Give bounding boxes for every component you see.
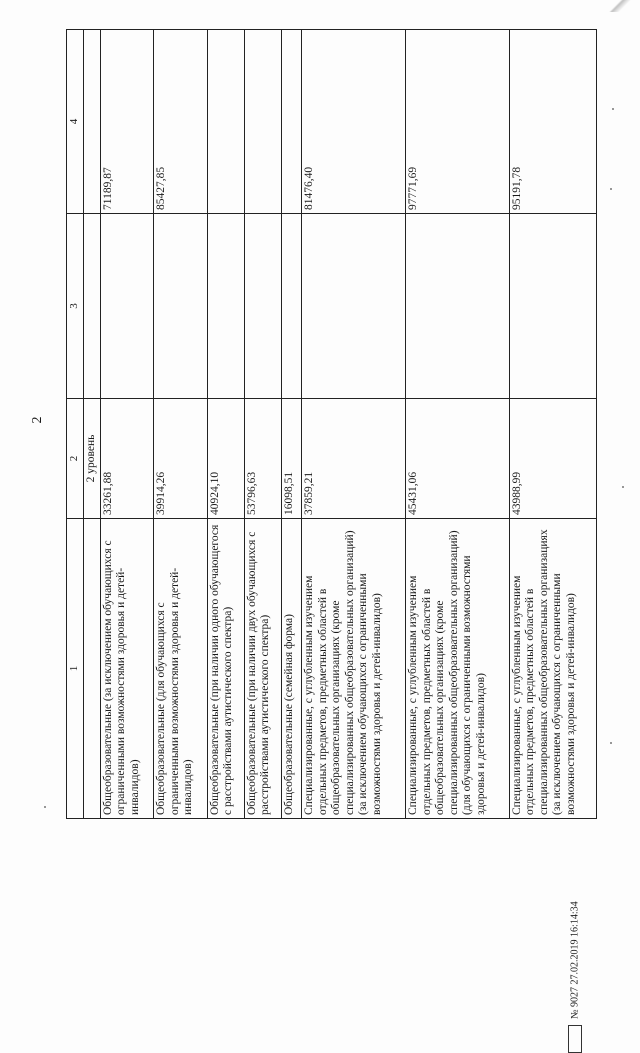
table-row bbox=[509, 30, 596, 819]
row-value-col4 bbox=[207, 30, 244, 214]
row-value-col2: 43988,99 bbox=[509, 399, 596, 519]
table-row bbox=[244, 30, 281, 819]
table-row bbox=[282, 30, 302, 819]
row-name: Общеобразовательные (семейная форма) bbox=[282, 519, 302, 819]
header-row bbox=[67, 30, 84, 819]
row-value-col3 bbox=[100, 214, 154, 399]
row-value-col3 bbox=[282, 214, 302, 399]
row-name: Общеобразовательные (за исключением обучающихся с ограниченными возможностями здоровья и детей-инвалидов) bbox=[100, 519, 154, 819]
level-row bbox=[84, 30, 101, 819]
row-value-col2: 33261,88 bbox=[100, 399, 154, 519]
row-value-col3 bbox=[302, 214, 406, 399]
row-value-col4: 85427,85 bbox=[154, 30, 208, 214]
row-name: Специализированные, с углубленным изучением отдельных предметов, предметных областей в общеобразовательных организациях (кроме специализированных общеобразовательных организаций) (для обучающихся с ограниченными возможностями здоровья и детей-инвалидов) bbox=[406, 519, 510, 819]
row-name: Общеобразовательные (при наличии одного обучающегося с расстройствами аутистического спектра) bbox=[207, 519, 244, 819]
row-value-col3 bbox=[244, 214, 281, 399]
row-value-col4: 81476,40 bbox=[302, 30, 406, 214]
table-row bbox=[406, 30, 510, 819]
table-row bbox=[207, 30, 244, 819]
row-value-col2: 53796,63 bbox=[244, 399, 281, 519]
cost-table bbox=[66, 29, 597, 819]
row-value-col4: 97771,69 bbox=[406, 30, 510, 214]
row-value-col2: 45431,06 bbox=[406, 399, 510, 519]
row-value-col2: 37859,21 bbox=[302, 399, 406, 519]
table-row bbox=[100, 30, 154, 819]
header-col-1: 1 bbox=[67, 519, 84, 819]
scan-speck bbox=[610, 742, 612, 744]
row-value-col2: 40924,10 bbox=[207, 399, 244, 519]
level-label: 2 уровень bbox=[84, 399, 101, 519]
scan-speck bbox=[622, 486, 624, 488]
row-value-col4 bbox=[244, 30, 281, 214]
row-value-col4: 95191,78 bbox=[509, 30, 596, 214]
table-row bbox=[154, 30, 208, 819]
row-value-col3 bbox=[406, 214, 510, 399]
header-col-4: 4 bbox=[67, 30, 84, 214]
row-name: Специализированные, с углубленным изучением отдельных предметов, предметных областей в общеобразовательных организациях (кроме специализированных общеобразовательных организаций) (за исключением обучающихся с ограниченными возможностями здоровья и детей-инвалидов) bbox=[302, 519, 406, 819]
row-value-col3 bbox=[154, 214, 208, 399]
row-value-col3 bbox=[509, 214, 596, 399]
row-value-col2: 16098,51 bbox=[282, 399, 302, 519]
scan-corner-mark bbox=[600, 0, 640, 12]
header-col-3: 3 bbox=[67, 214, 84, 399]
scan-speck bbox=[610, 188, 612, 190]
table-row bbox=[302, 30, 406, 819]
table-container bbox=[66, 30, 597, 819]
scan-speck bbox=[44, 806, 46, 808]
row-value-col3 bbox=[207, 214, 244, 399]
row-name: Общеобразовательные (при наличии двух обучающихся с расстройствами аутистического спектра) bbox=[244, 519, 281, 819]
stamp-logo-icon bbox=[568, 1025, 582, 1053]
row-value-col4 bbox=[282, 30, 302, 214]
scan-speck bbox=[612, 108, 614, 110]
page-number: 2 bbox=[30, 416, 45, 424]
row-value-col4: 71189,87 bbox=[100, 30, 154, 214]
document-footer bbox=[568, 803, 640, 1019]
row-name: Специализированные, с углубленным изучением отдельных предметов, предметных областей в специализированных общеобразовательных организациях (за исключением обучающихся с ограниченными возможностями здоровья и детей-инвалидов) bbox=[509, 519, 596, 819]
document-stamp: № 9027 27.02.2019 16:14:34 bbox=[569, 901, 581, 1019]
header-col-2: 2 bbox=[67, 399, 84, 519]
row-value-col2: 39914,26 bbox=[154, 399, 208, 519]
row-name: Общеобразовательные (для обучающихся с ограниченными возможностями здоровья и детей-инвалидов) bbox=[154, 519, 208, 819]
